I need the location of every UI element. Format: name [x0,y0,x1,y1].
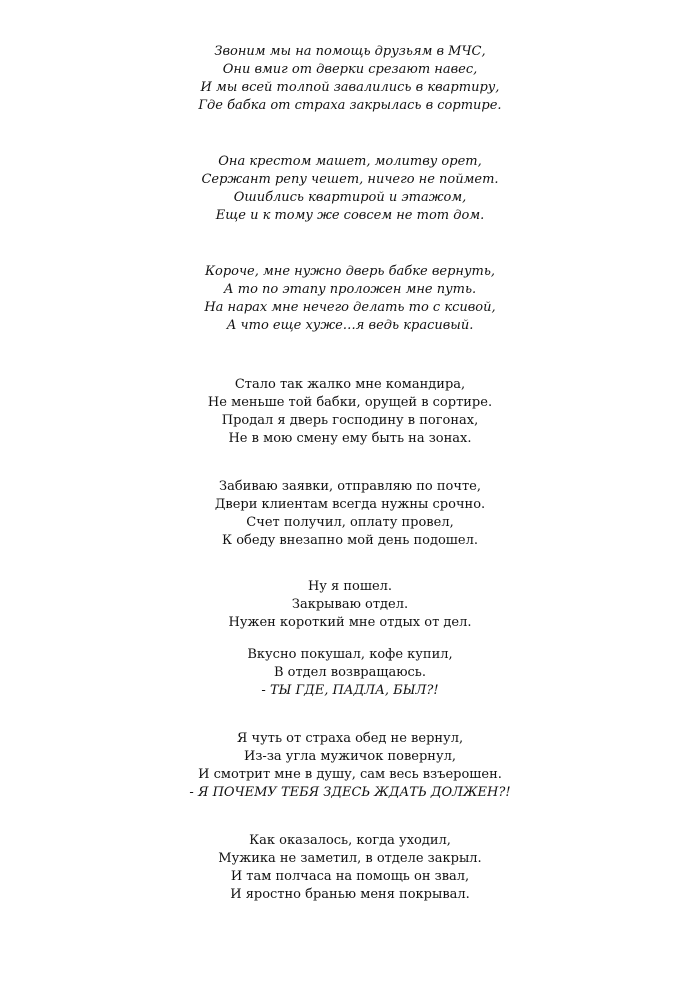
shouted-line: - Я ПОЧЕМУ ТЕБЯ ЗДЕСЬ ЖДАТЬ ДОЛЖЕН?! [189,785,511,800]
poem-line: Нужен короткий мне отдых от дел. [228,615,472,630]
poem-line: Она крестом машет, молитву орет, [218,154,482,169]
poem-line: Звоним мы на помощь друзьям в МЧС, [214,44,486,59]
stanza-8 [0,730,700,802]
shouted-line: - ТЫ ГДЕ, ПАДЛА, БЫЛ?! [261,683,439,698]
poem-line: Короче, мне нужно дверь бабке вернуть, [204,264,496,279]
poem-line: А что еще хуже…я ведь красивый. [226,318,474,333]
stanza-2 [0,153,700,225]
poem-line: Еще и к тому же совсем не тот дом. [215,208,485,223]
poem-line: Стало так жалко мне командира, [234,377,466,392]
poem-line: Продал я дверь господину в погонах, [221,413,479,428]
poem-line: А то по этапу проложен мне путь. [223,282,477,297]
poem-line: Сержант репу чешет, ничего не поймет. [201,172,499,187]
poem-line: Из-за угла мужичок повернул, [244,749,456,764]
stanza-9 [0,832,700,904]
poem-line: Забиваю заявки, отправляю по почте, [219,479,481,494]
poem-line: Как оказалось, когда уходил, [249,833,451,848]
poem-line: Двери клиентам всегда нужны срочно. [214,497,486,512]
poem-line: Ну я пошел. [307,579,393,594]
stanza-4 [0,376,700,448]
poem-line: Мужика не заметил, в отделе закрыл. [218,851,482,866]
stanza-7 [0,646,700,700]
poem-line: Вкусно покушал, кофе купил, [247,647,453,662]
poem-line: Закрываю отдел. [291,597,409,612]
poem-line: И там полчаса на помощь он звал, [230,869,470,884]
poem-line: И мы всей толпой завалились в квартиру, [200,80,500,95]
poem-line: К обеду внезапно мой день подошел. [222,533,478,548]
stanza-3 [0,263,700,335]
poem-line: Где бабка от страха закрылась в сортире. [198,98,502,113]
poem-line: На нарах мне нечего делать то с ксивой, [204,300,496,315]
poem-line: Не в мою смену ему быть на зонах. [228,431,472,446]
poem-line: И смотрит мне в душу, сам весь взъерошен. [198,767,502,782]
stanza-5 [0,478,700,550]
stanza-1 [0,43,700,115]
poem-line: Они вмиг от дверки срезают навес, [222,62,478,77]
poem-line: Я чуть от страха обед не вернул, [236,731,464,746]
poem-line: Ошиблись квартирой и этажом, [233,190,467,205]
stanza-6 [0,578,700,632]
poem-line: И яростно бранью меня покрывал. [230,887,470,902]
poem-line: Не меньше той бабки, орущей в сортире. [207,395,493,410]
poem-line: В отдел возвращаюсь. [273,665,427,680]
poem-line: Счет получил, оплату провел, [246,515,454,530]
